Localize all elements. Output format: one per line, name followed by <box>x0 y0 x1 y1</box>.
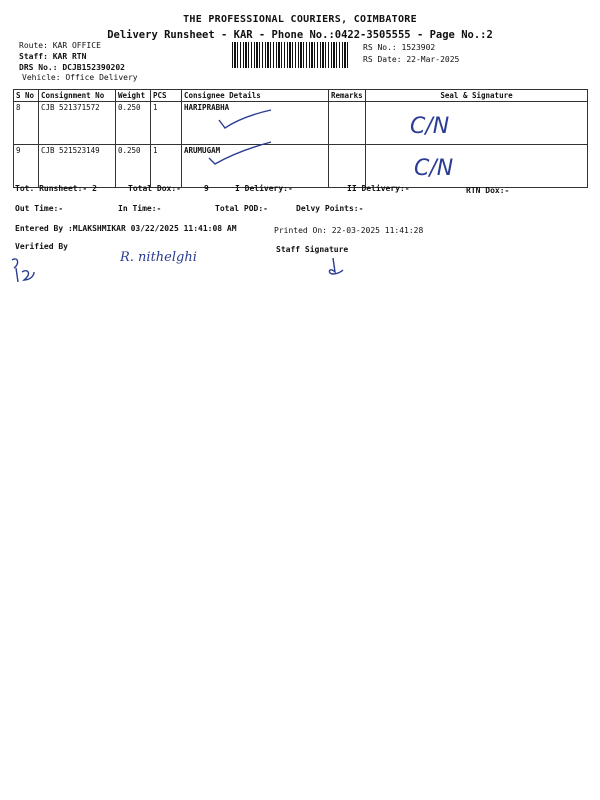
tot-runsheet: Tot. Runsheet:- 2 <box>15 184 97 193</box>
staff-label: Staff: KAR RTN <box>19 52 87 61</box>
out-time: Out Time:- <box>15 204 64 213</box>
delvy-points: Delvy Points:- <box>296 204 364 213</box>
in-time: In Time:- <box>118 204 162 213</box>
barcode <box>232 42 350 68</box>
handwritten-name: R. nithelghi <box>120 250 197 265</box>
table-row <box>14 102 588 145</box>
weight-cell: 0.250 <box>116 145 151 188</box>
consignment-cell: CJB 521371572 <box>39 102 116 145</box>
staff-signature-icon <box>323 256 347 278</box>
ii-delivery: II Delivery:- <box>347 184 410 193</box>
rtn-dox: RTN Dox:- <box>466 186 510 195</box>
staff-signature-label: Staff Signature <box>276 245 349 254</box>
col-seal: Seal & Signature <box>366 90 588 102</box>
verified-by: Verified By <box>15 242 68 251</box>
tick-mark-icon <box>215 108 275 133</box>
drs-number: DRS No.: DCJB152390202 <box>19 63 125 72</box>
pcs-cell: 1 <box>151 145 182 188</box>
total-pod: Total POD:- <box>215 204 268 213</box>
remarks-cell <box>329 102 366 145</box>
weight-cell: 0.250 <box>116 102 151 145</box>
i-delivery: I Delivery:- <box>235 184 293 193</box>
cn-handwritten: C/N <box>414 156 454 181</box>
route-label: Route: KAR OFFICE <box>19 41 101 50</box>
table-header-row <box>14 90 588 102</box>
runsheet-title: Delivery Runsheet - KAR - Phone No.:0422-3505555 - Page No.:2 <box>107 29 493 41</box>
col-pcs: PCS <box>151 90 182 102</box>
col-consignment: Consignment No <box>39 90 116 102</box>
cn-handwritten: C/N <box>410 114 450 139</box>
printed-on: Printed On: 22-03-2025 11:41:28 <box>274 226 424 235</box>
col-remarks: Remarks <box>329 90 366 102</box>
consignee-cell: HARIPRABHA <box>182 102 329 145</box>
remarks-cell <box>329 145 366 188</box>
col-consignee: Consignee Details <box>182 90 329 102</box>
verifier-signature-icon <box>8 254 38 286</box>
total-dox-value: 9 <box>204 184 209 193</box>
sno-cell: 9 <box>14 145 39 188</box>
consignee-cell: ARUMUGAM <box>182 145 329 188</box>
consignment-cell: CJB 521523149 <box>39 145 116 188</box>
pcs-cell: 1 <box>151 102 182 145</box>
runsheet-table <box>13 89 588 188</box>
tick-mark-icon <box>205 140 275 170</box>
col-sno: S No <box>14 90 39 102</box>
entered-by: Entered By :MLAKSHMIKAR 03/22/2025 11:41:08 AM <box>15 224 237 233</box>
seal-cell <box>366 102 588 145</box>
company-title: THE PROFESSIONAL COURIERS, COIMBATORE <box>183 14 417 25</box>
rs-date: RS Date: 22-Mar-2025 <box>363 55 460 64</box>
col-weight: Weight <box>116 90 151 102</box>
rs-number: RS No.: 1523902 <box>363 43 436 52</box>
table-row <box>14 145 588 188</box>
vehicle-label: Vehicle: Office Delivery <box>22 73 138 82</box>
seal-cell <box>366 145 588 188</box>
sno-cell: 8 <box>14 102 39 145</box>
total-dox-label: Total Dox:- <box>128 184 181 193</box>
